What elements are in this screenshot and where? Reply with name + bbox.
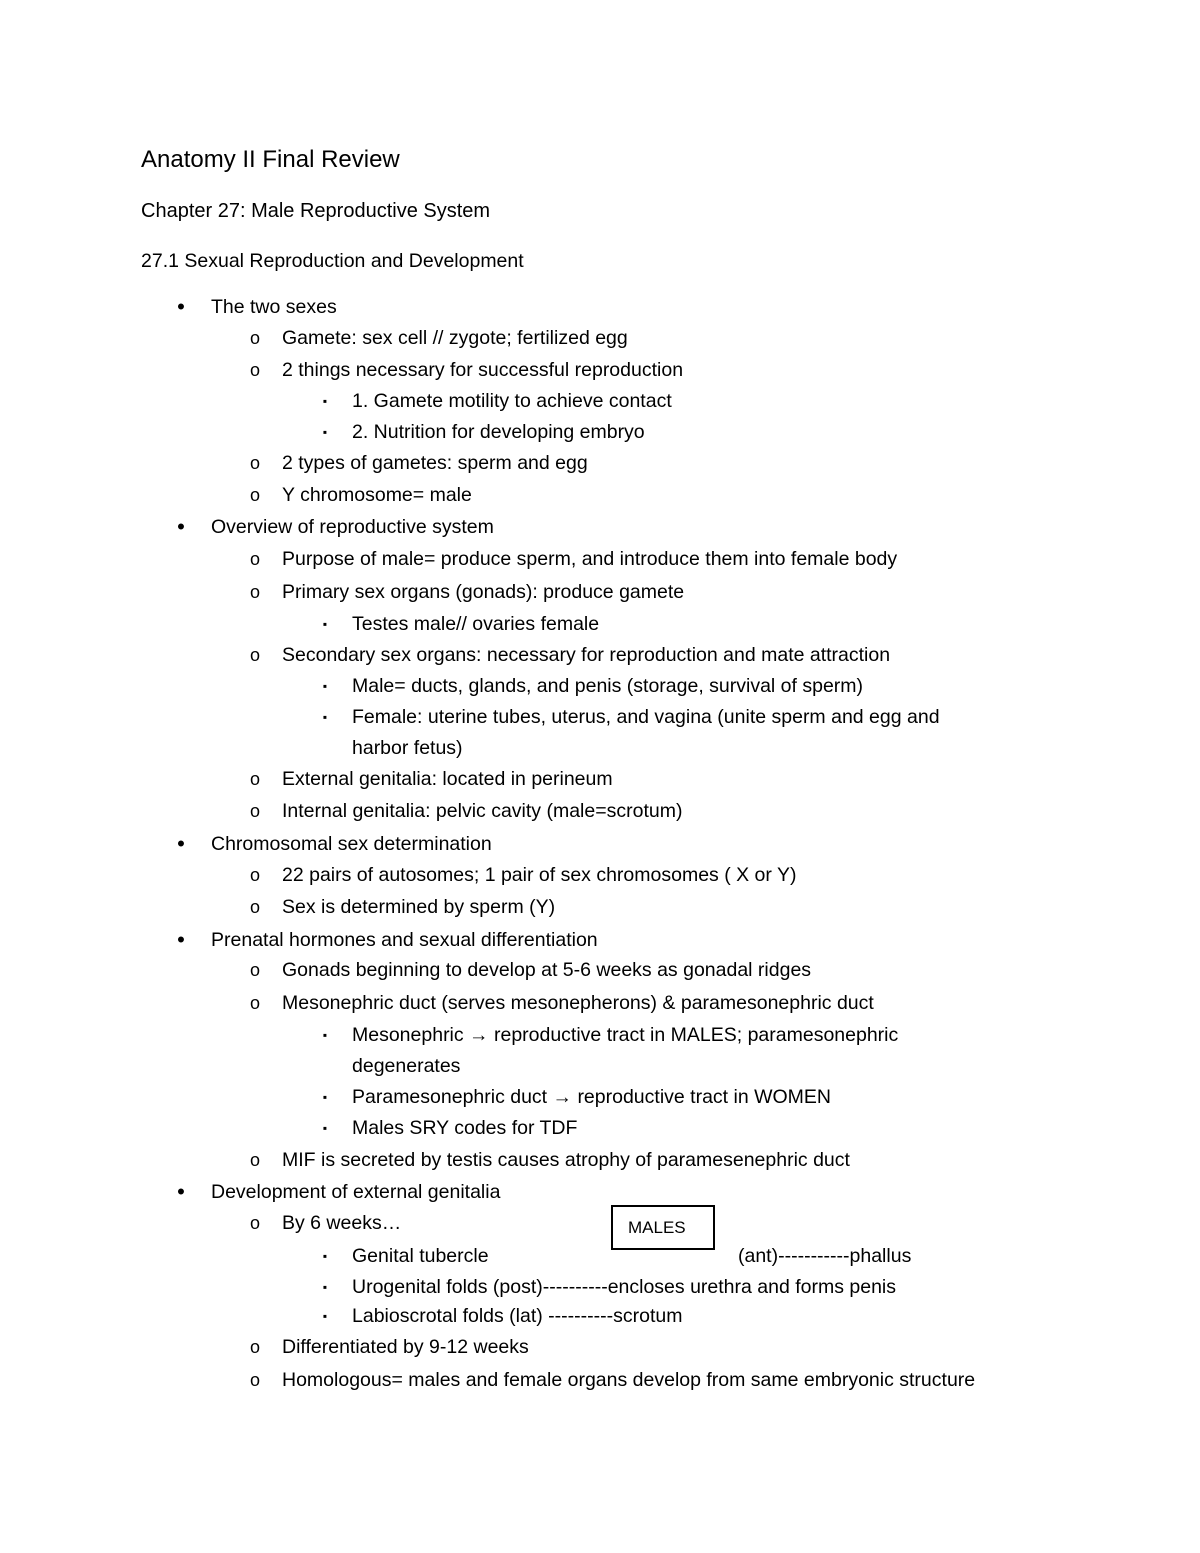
bullet-marker: ▪ [322, 710, 328, 724]
bullet-marker: o [249, 1370, 260, 1390]
list-item-text: Gamete: sex cell // zygote; fertilized egg [282, 327, 628, 349]
list-item-text: Labioscrotal folds (lat) ----------scrotum [352, 1305, 683, 1327]
list-item-text: 2 types of gametes: sperm and egg [282, 452, 588, 474]
bullet-marker: • [177, 294, 185, 319]
bullet-marker: o [249, 485, 260, 505]
list-item-text: Genital tubercle [352, 1245, 489, 1267]
list-item-text: Prenatal hormones and sexual differentiation [211, 929, 598, 951]
bullet-marker: o [249, 453, 260, 473]
bullet-marker: • [177, 1179, 185, 1204]
bullet-marker: o [249, 865, 260, 885]
list-item-text: Homologous= males and female organs develop from same embryonic structure [282, 1369, 976, 1391]
document-title: Anatomy II Final Review [141, 146, 400, 173]
list-item-text: MIF is secreted by testis causes atrophy of paramesenephric duct [282, 1149, 850, 1171]
list-item-text: Mesonephric duct (serves mesonepherons) & paramesonephric duct [282, 992, 874, 1014]
genital-tubercle-suffix: (ant)-----------phallus [738, 1245, 912, 1267]
bullet-marker: o [249, 582, 260, 602]
list-item-text: Mesonephric → reproductive tract in MALES; paramesonephric [352, 1024, 899, 1046]
bullet-marker: ▪ [322, 1090, 328, 1104]
list-item-text: Secondary sex organs: necessary for reproduction and mate attraction [282, 644, 891, 666]
list-item-text: External genitalia: located in perineum [282, 768, 613, 790]
list-item-text: Urogenital folds (post)----------encloses urethra and forms penis [352, 1276, 897, 1298]
bullet-marker: ▪ [322, 617, 328, 631]
section-heading: 27.1 Sexual Reproduction and Development [141, 250, 524, 272]
bullet-marker: o [249, 645, 260, 665]
bullet-marker: • [177, 927, 185, 952]
list-item-text: Female: uterine tubes, uterus, and vagina (unite sperm and egg and [352, 706, 940, 728]
bullet-marker: ▪ [322, 679, 328, 693]
list-item-text: Primary sex organs (gonads): produce gamete [282, 581, 685, 603]
list-item-text: Differentiated by 9-12 weeks [282, 1336, 529, 1358]
bullet-marker: o [249, 1150, 260, 1170]
bullet-marker: o [249, 993, 260, 1013]
list-item-text: harbor fetus) [352, 737, 463, 759]
bullet-marker: o [249, 328, 260, 348]
list-item-text: Males SRY codes for TDF [352, 1117, 578, 1139]
bullet-marker: o [249, 1213, 260, 1233]
bullet-marker: o [249, 769, 260, 789]
list-item-text: Development of external genitalia [211, 1181, 501, 1203]
list-item-text: Male= ducts, glands, and penis (storage, survival of sperm) [352, 675, 864, 697]
list-item-text: Internal genitalia: pelvic cavity (male=scrotum) [282, 800, 683, 822]
bullet-marker: o [249, 960, 260, 980]
bullet-marker: o [249, 1337, 260, 1357]
list-item-text: The two sexes [211, 296, 337, 318]
list-item-text: 22 pairs of autosomes; 1 pair of sex chromosomes ( X or Y) [282, 864, 797, 886]
list-item-text: Sex is determined by sperm (Y) [282, 896, 556, 918]
bullet-marker: ▪ [322, 1280, 328, 1294]
list-item-text: degenerates [352, 1055, 461, 1077]
bullet-marker: ▪ [322, 1309, 328, 1323]
bullet-marker: ▪ [322, 1028, 328, 1042]
bullet-marker: ▪ [322, 394, 328, 408]
males-label-box: MALES [611, 1205, 715, 1250]
bullet-marker: o [249, 360, 260, 380]
list-item-text: 1. Gamete motility to achieve contact [352, 390, 672, 412]
list-item-text: 2 things necessary for successful reproduction [282, 359, 684, 381]
bullet-marker: ▪ [322, 425, 328, 439]
bullet-marker: ▪ [322, 1121, 328, 1135]
list-item-text: Overview of reproductive system [211, 516, 494, 538]
bullet-marker: • [177, 831, 185, 856]
list-item-text: Purpose of male= produce sperm, and introduce them into female body [282, 548, 898, 570]
list-item-text: 2. Nutrition for developing embryo [352, 421, 645, 443]
list-item-text: Chromosomal sex determination [211, 833, 492, 855]
bullet-marker: o [249, 801, 260, 821]
bullet-marker: • [177, 514, 185, 539]
bullet-marker: o [249, 897, 260, 917]
list-item-text: Paramesonephric duct → reproductive tract in WOMEN [352, 1086, 832, 1108]
list-item-text: Gonads beginning to develop at 5-6 weeks as gonadal ridges [282, 959, 812, 981]
list-item-text: Testes male// ovaries female [352, 613, 600, 635]
chapter-heading: Chapter 27: Male Reproductive System [141, 200, 491, 222]
list-item-text: By 6 weeks… [282, 1212, 402, 1234]
list-item-text: Y chromosome= male [282, 484, 472, 506]
bullet-marker: ▪ [322, 1249, 328, 1263]
bullet-marker: o [249, 549, 260, 569]
